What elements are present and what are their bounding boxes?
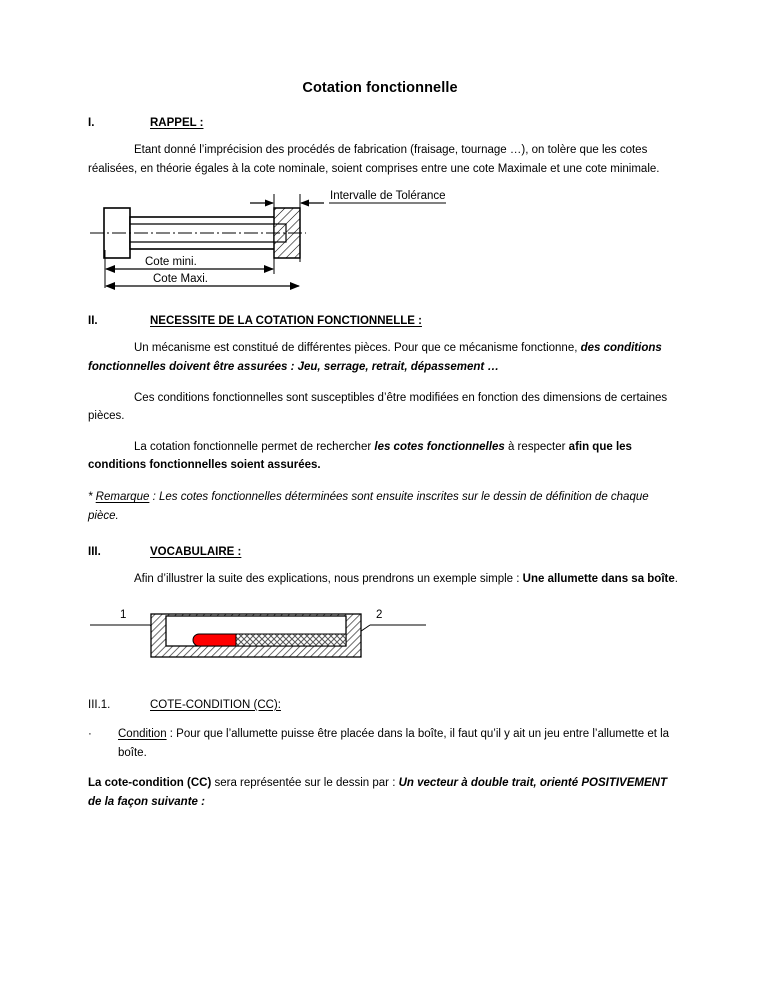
label-cote-mini: Cote mini. bbox=[145, 256, 197, 269]
label-part-1: 1 bbox=[120, 608, 127, 621]
section-title: VOCABULAIRE : bbox=[150, 546, 242, 559]
paragraph-remarque: * Remarque : Les cotes fonctionnelles déterminées sont ensuite inscrites sur le dessin de définition de chaque pièce. bbox=[88, 491, 649, 522]
paragraph-cotation-permet: La cotation fonctionnelle permet de rechercher les cotes fonctionnelles à respecter afin que les conditions fonctionnelles soient assurées. bbox=[88, 440, 632, 472]
paragraph-exemple-allumette: Afin d’illustrer la suite des explications, nous prendrons un exemple simple : Une allumette dans sa boîte. bbox=[134, 573, 678, 586]
matchbox-diagram bbox=[88, 603, 428, 673]
match-head bbox=[193, 634, 236, 646]
paragraph-conditions-modifiees: Ces conditions fonctionnelles sont susceptibles d’être modifiées en fonction des dimensions de certaines pièces. bbox=[88, 391, 668, 423]
bullet-text: Condition : Pour que l’allumette puisse être placée dans la boîte, il faut qu’il y ait un jeu entre l’allumette et la boîte. bbox=[118, 727, 670, 759]
subsection-title: COTE-CONDITION (CC): bbox=[150, 698, 281, 711]
section-heading-ii bbox=[88, 315, 680, 327]
bolt-tolerance-diagram bbox=[88, 184, 488, 294]
section-title: NECESSITE DE LA COTATION FONCTIONNELLE : bbox=[150, 315, 422, 328]
section-heading-i bbox=[88, 117, 680, 129]
label-intervalle-tolerance: Intervalle de Tolérance bbox=[330, 190, 446, 203]
subsection-heading-iii-1 bbox=[88, 699, 680, 711]
label-part-2: 2 bbox=[376, 608, 383, 621]
paragraph-mecanisme: Un mécanisme est constitué de différentes pièces. Pour que ce mécanisme fonctionne, des conditions fonctionnelles doivent être assurées : Jeu, serrage, retrait, dépassement … bbox=[88, 342, 662, 373]
figure-matchbox bbox=[88, 603, 680, 675]
paragraph-cote-condition: La cote-condition (CC) sera représentée sur le dessin par : Un vecteur à double trait, orienté POSITIVEMENT de la façon suivante : bbox=[88, 777, 667, 808]
label-cote-maxi: Cote Maxi. bbox=[153, 273, 208, 286]
section-number: I. bbox=[88, 117, 95, 129]
section-number: II. bbox=[88, 315, 98, 328]
paragraph-rappel: Etant donné l’imprécision des procédés de fabrication (fraisage, tournage …), on tolère que les cotes réalisées, en théorie égales à la cote nominale, soient comprises entre une cote Maximale et une cote minimale. bbox=[88, 144, 660, 175]
section-number: III. bbox=[88, 546, 101, 559]
section-title: RAPPEL : bbox=[150, 117, 204, 129]
bullet-condition bbox=[88, 725, 680, 762]
page-title: Cotation fonctionnelle bbox=[302, 80, 458, 96]
bullet-marker: · bbox=[88, 727, 92, 740]
subsection-number: III.1. bbox=[88, 698, 111, 711]
figure-tolerance bbox=[88, 184, 680, 294]
section-heading-iii bbox=[88, 546, 680, 558]
